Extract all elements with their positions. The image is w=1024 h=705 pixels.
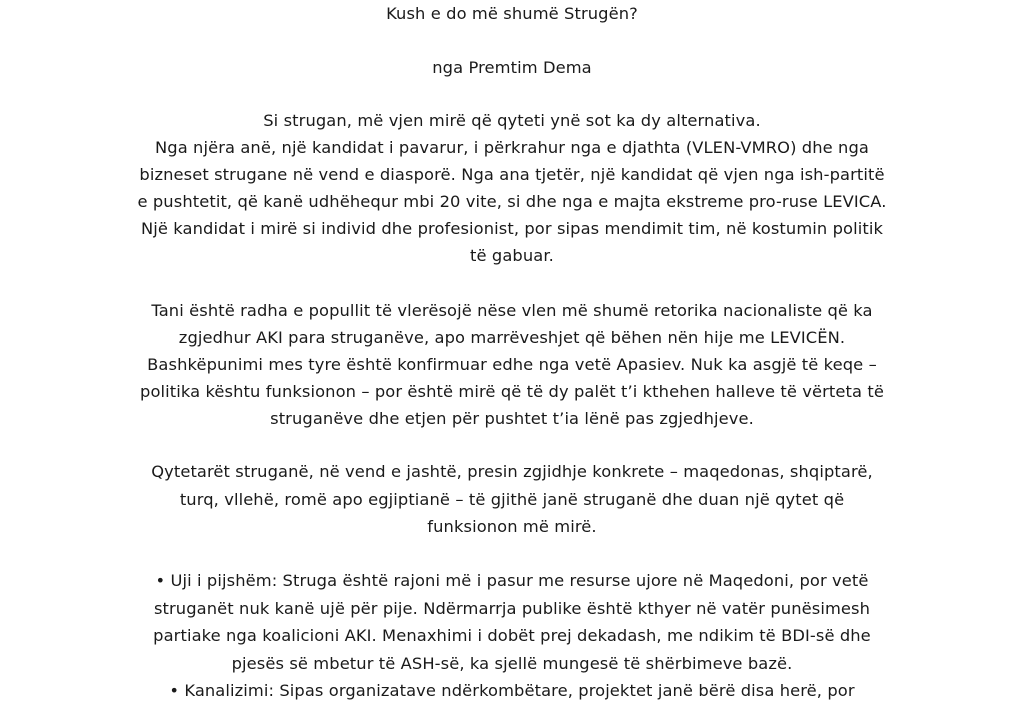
paragraph-line: funksionon më mirë. (427, 517, 597, 536)
bullet-line: • Uji i pijshëm: Struga është rajoni më i pasur me resurse ujore në Maqedoni, por vetë (155, 571, 869, 590)
paragraph-line: e pushtetit, që kanë udhëhequr mbi 20 vite, si dhe nga e majta ekstreme pro-ruse LEVICA. (137, 192, 887, 211)
bullet-line: partiake nga koalicioni AKI. Menaxhimi i dobët prej dekadash, me ndikim të BDI-së dhe (153, 626, 871, 645)
bullet-line: pjesës së mbetur të ASH-së, ka sjellë mungesë të shërbimeve bazë. (231, 654, 793, 673)
paragraph-line: Si strugan, më vjen mirë që qyteti ynë sot ka dy alternativa. (263, 111, 761, 130)
paragraph-line: Bashkëpunimi mes tyre është konfirmuar edhe nga vetë Apasiev. Nuk ka asgjë të keqe – (147, 355, 877, 374)
paragraph-line: Qytetarët struganë, në vend e jashtë, presin zgjidhje konkrete – maqedonas, shqiptarë, (151, 462, 873, 481)
paragraph-line: bizneset strugane në vend e diasporë. Nga ana tjetër, një kandidat që vjen nga ish-partitë (139, 165, 885, 184)
article-byline: nga Premtim Dema (432, 58, 592, 77)
paragraph-line: Nga njëra anë, një kandidat i pavarur, i përkrahur nga e djathta (VLEN-VMRO) dhe nga (154, 138, 869, 157)
paragraph-line: turq, vllehë, romë apo egjiptianë – të gjithë janë struganë dhe duan një qytet që (179, 490, 845, 509)
article-title: Kush e do më shumë Strugën? (386, 4, 638, 23)
bullet-line: • Kanalizimi: Sipas organizatave ndërkombëtare, projektet janë bërë disa herë, por (169, 681, 855, 700)
paragraph-line: Një kandidat i mirë si individ dhe profesionist, por sipas mendimit tim, në kostumin politik (141, 219, 883, 238)
paragraph-line: të gabuar. (470, 246, 554, 265)
paragraph-line: struganëve dhe etjen për pushtet t’ia lënë pas zgjedhjeve. (270, 409, 754, 428)
paragraph-line: Tani është radha e popullit të vlerësojë nëse vlen më shumë retorika nacionaliste që ka (151, 301, 873, 320)
paragraph-line: zgjedhur AKI para struganëve, apo marrëveshjet që bëhen nën hije me LEVICËN. (178, 328, 846, 347)
bullet-line: struganët nuk kanë ujë për pije. Ndërmarrja publike është kthyer në vatër punësimesh (153, 599, 871, 618)
paragraph-line: politika kështu funksionon – por është mirë që të dy palët t’i kthehen halleve të vërteta të (140, 382, 884, 401)
